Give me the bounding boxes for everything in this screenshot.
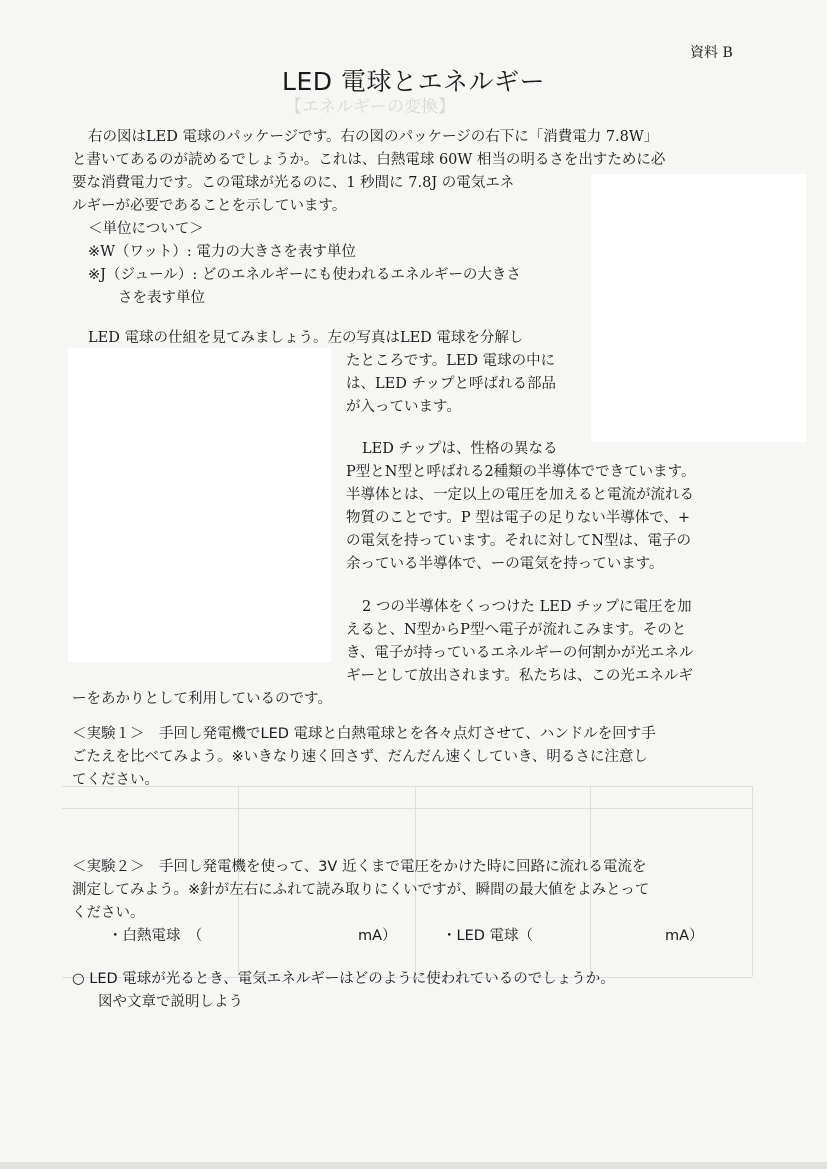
question-line: 図や文章で説明しよう xyxy=(98,994,243,1010)
bleed-through-rule xyxy=(752,786,753,977)
experiment2-line: ください。 xyxy=(72,905,145,921)
chip-line: LED チップは、性格の異なる xyxy=(362,441,558,457)
question-line: ○ LED 電球が光るとき、電気エネルギーはどのように使われているのでしょうか。 xyxy=(72,971,615,987)
experiment1-line: ごたえを比べてみよう。※いきなり速く回さず、だんだん速くしていき、明るさに注意し xyxy=(72,749,648,765)
emission-line: ーをあかりとして利用しているのです。 xyxy=(72,691,332,707)
chip-line: 物質のことです。P 型は電子の足りない半導体で、+ xyxy=(346,510,691,526)
experiment2-line: 測定してみよう。※針が左右にふれて読み取りにくいですが、瞬間の最大値をよみとって xyxy=(72,882,650,898)
chip-line: P型とN型と呼ばれる2種類の半導体でできています。 xyxy=(346,464,696,480)
structure-line: が入っています。 xyxy=(346,399,461,415)
structure-line: は、LED チップと呼ばれる部品 xyxy=(346,376,557,392)
chip-line: 余っている半導体で、ーの電気を持っています。 xyxy=(346,556,664,572)
bleed-through-text: 【エネルギーの変換】 xyxy=(285,97,455,117)
package-image-placeholder xyxy=(591,174,806,442)
emission-line: えると、N型からP型へ電子が流れこみます。そのと xyxy=(346,622,687,638)
structure-line: LED 電球の仕組を見てみましょう。左の写真はLED 電球を分解し xyxy=(88,330,524,346)
emission-line: ギーとして放出されます。私たちは、この光エネルギ xyxy=(346,668,693,684)
incandescent-label: ・白熱電球 （ xyxy=(108,928,203,944)
bleed-through-rule xyxy=(62,786,752,787)
unit-joule-cont: さを表す単位 xyxy=(118,290,205,306)
unit-watt: ※W（ワット）: 電力の大きさを表す単位 xyxy=(88,244,356,260)
led-label: ・LED 電球（ xyxy=(442,928,534,944)
emission-line: 2 つの半導体をくっつけた LED チップに電圧を加 xyxy=(362,599,692,615)
scan-edge xyxy=(0,1162,827,1169)
intro-line: 右の図はLED 電球のパッケージです。右の図のパッケージの右下に「消費電力 7.8W」 xyxy=(88,129,659,145)
unit-heading: ＜単位について＞ xyxy=(88,221,204,237)
bleed-through-rule xyxy=(62,808,752,809)
experiment2-line: ＜実験２＞ 手回し発電機を使って、3V 近くまで電圧をかけた時に回路に流れる電流を xyxy=(72,859,647,875)
unit-joule: ※J（ジュール）: どのエネルギーにも使われるエネルギーの大きさ xyxy=(88,267,521,283)
intro-line: 要な消費電力です。この電球が光るのに、1 秒間に 7.8J の電気エネ xyxy=(72,175,515,191)
intro-line: ルギーが必要であることを示しています。 xyxy=(72,198,347,214)
experiment1-line: ＜実験１＞ 手回し発電機でLED 電球と白熱電球とを各々点灯させて、ハンドルを回す手 xyxy=(72,726,656,742)
emission-line: き、電子が持っているエネルギーの何割かが光エネル xyxy=(346,645,694,661)
chip-line: 半導体とは、一定以上の電圧を加えると電流が流れる xyxy=(346,487,694,503)
chip-line: の電気を持っています。それに対してN型は、電子の xyxy=(346,533,692,549)
led-unit: mA） xyxy=(665,928,704,944)
experiment1-line: てください。 xyxy=(72,772,159,788)
disassembled-bulb-image-placeholder xyxy=(68,348,331,662)
incandescent-unit: mA） xyxy=(358,928,397,944)
document-label: 資料 B xyxy=(690,45,733,61)
intro-line: と書いてあるのが読めるでしょうか。これは、白熱電球 60W 相当の明るさを出すために必 xyxy=(72,152,666,168)
structure-line: たところです。LED 電球の中に xyxy=(346,353,556,369)
page-title: LED 電球とエネルギー xyxy=(282,67,545,96)
